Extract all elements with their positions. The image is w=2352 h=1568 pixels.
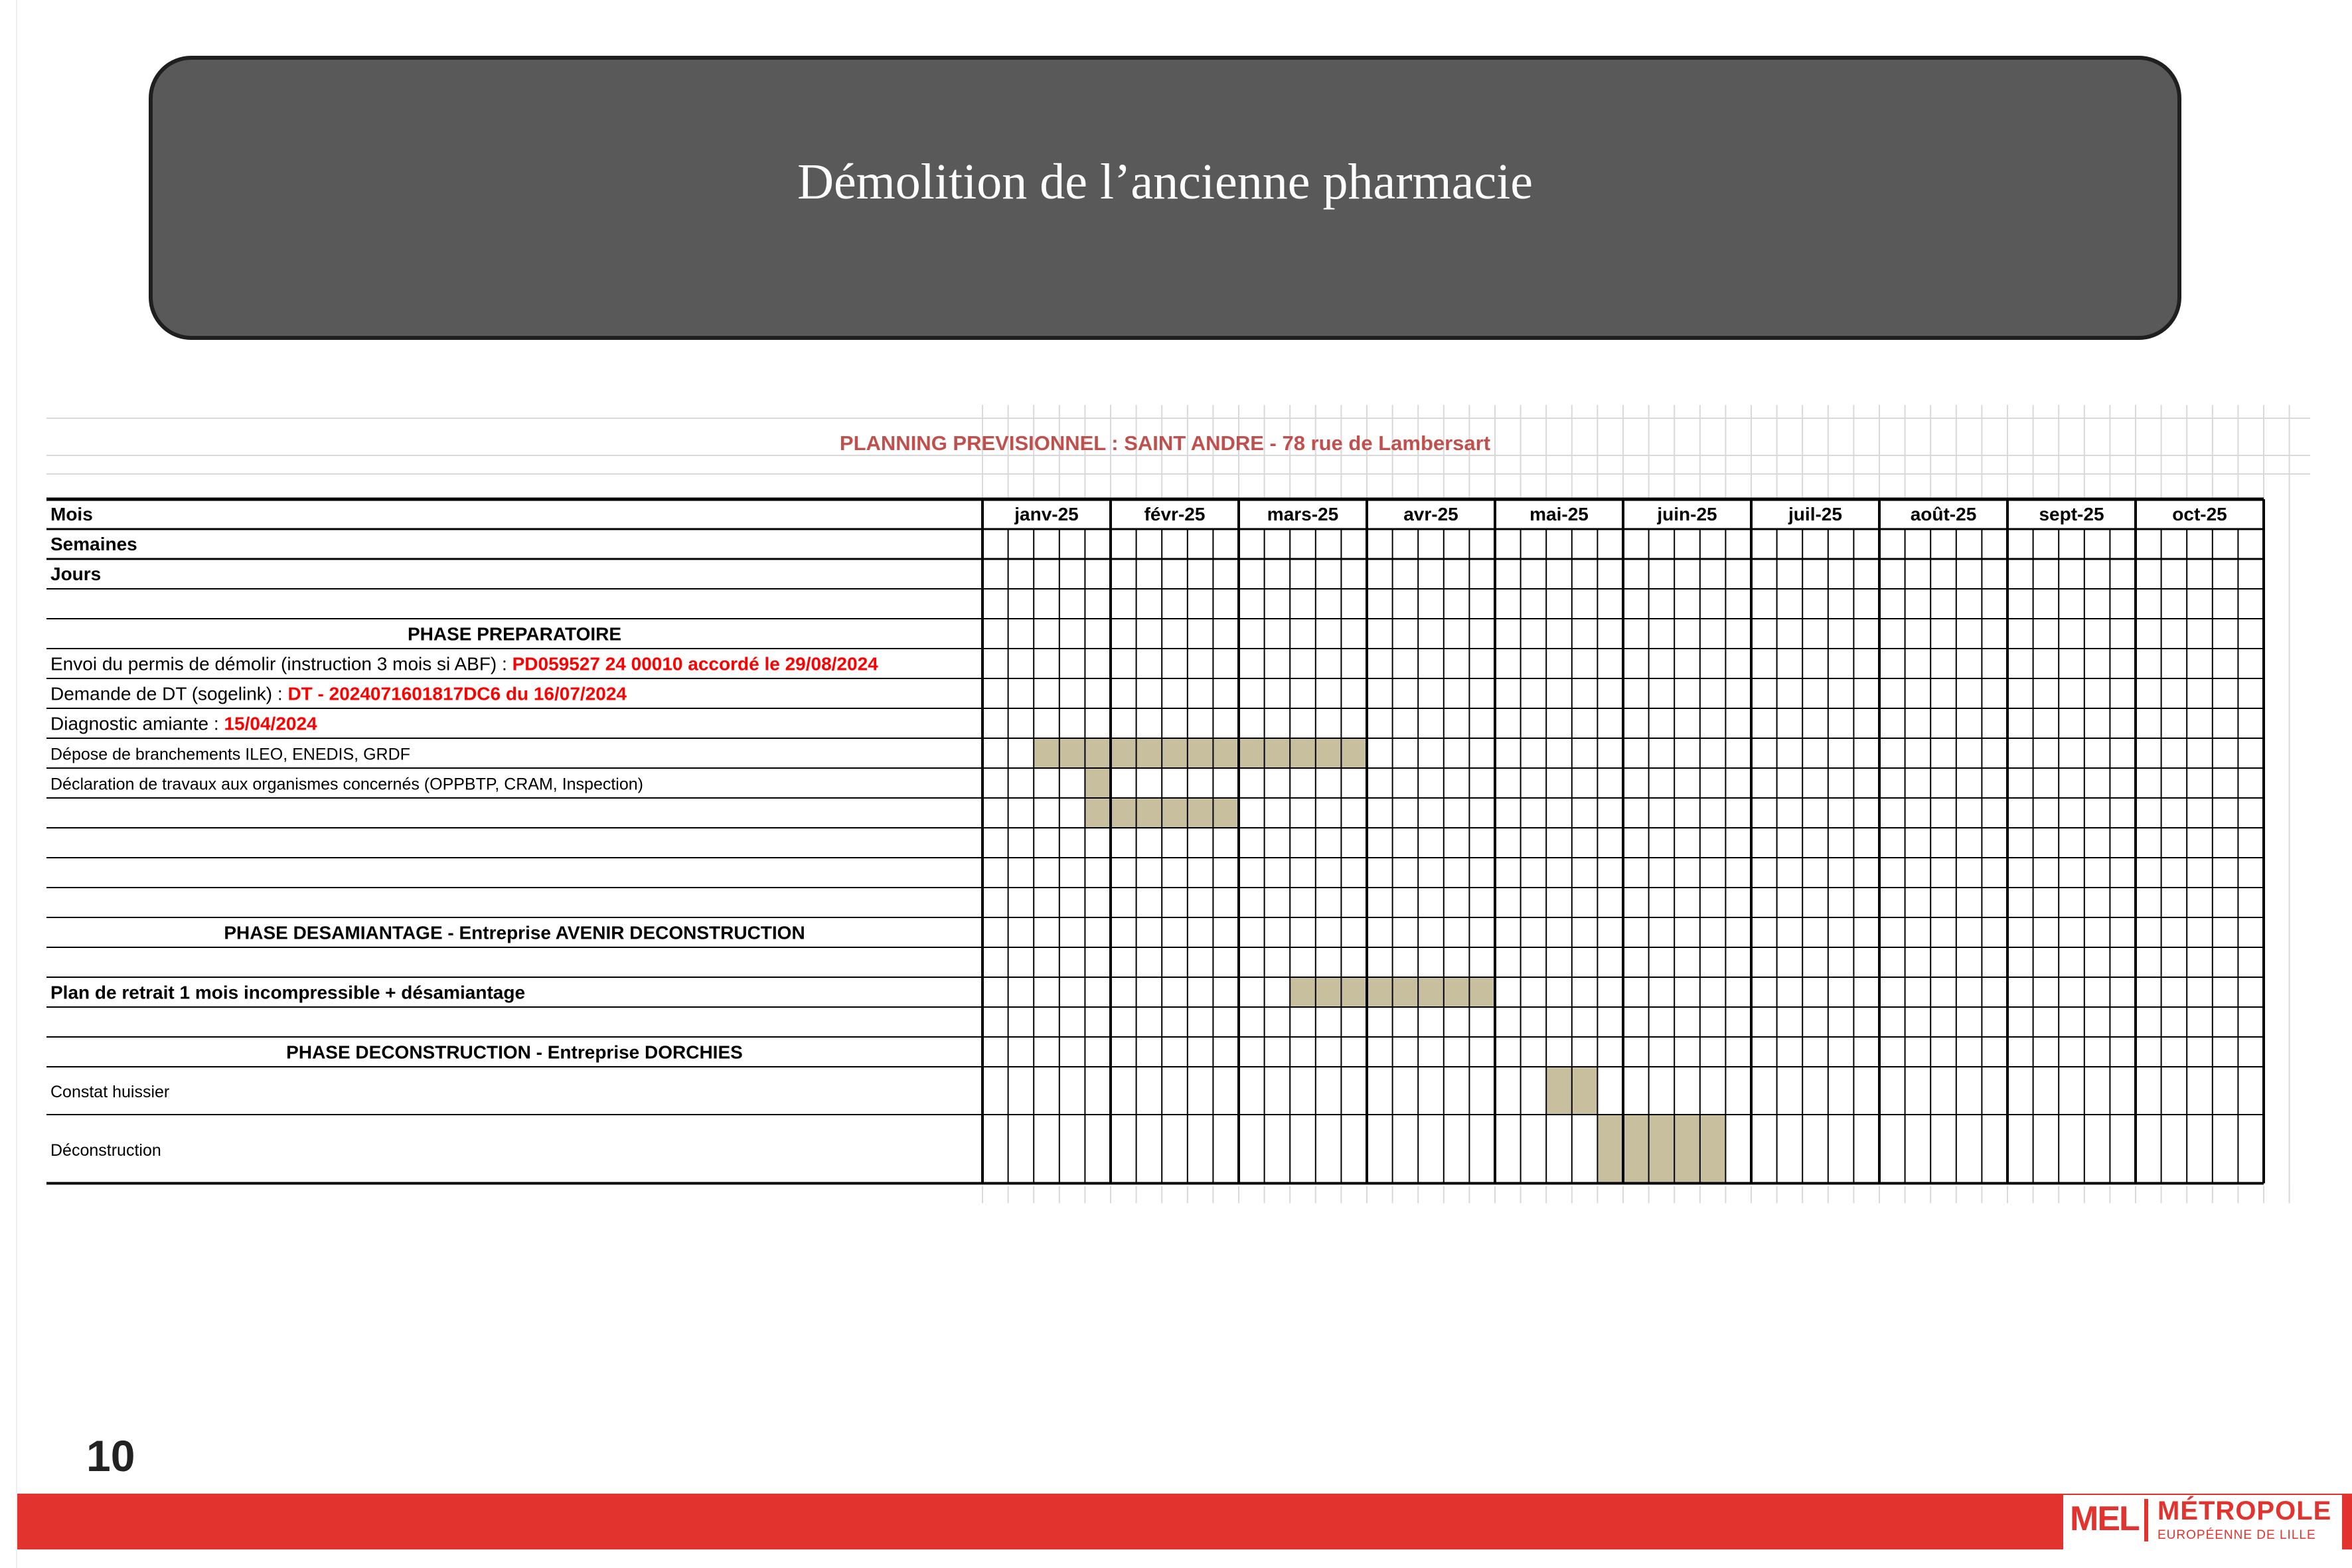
month-label: avr-25 bbox=[1403, 504, 1458, 524]
page-left-rule bbox=[16, 0, 17, 1568]
task-label-part: Dépose de branchements ILEO, ENEDIS, GRDF bbox=[50, 745, 410, 764]
planning-heading: PLANNING PREVISIONNEL : SAINT ANDRE - 78 rue de Lambersart bbox=[839, 431, 1491, 455]
page-number: 10 bbox=[86, 1431, 135, 1480]
row-label-jours: Jours bbox=[50, 564, 102, 584]
task-label-part: Constat huissier bbox=[50, 1083, 170, 1101]
task-label-part: Plan de retrait 1 mois incompressible + désamiantage bbox=[50, 982, 526, 1003]
footer-bar bbox=[17, 1494, 2352, 1549]
task-label bbox=[50, 775, 643, 794]
month-label: janv-25 bbox=[1014, 504, 1079, 524]
month-label: août-25 bbox=[1910, 504, 1977, 524]
task-reference: DT - 2024071601817DC6 du 16/07/2024 bbox=[287, 683, 627, 704]
logo-metropole-text: MÉTROPOLE bbox=[2157, 1496, 2332, 1526]
month-label: mars-25 bbox=[1267, 504, 1339, 524]
task-label-part: Demande de DT (sogelink) : bbox=[50, 683, 288, 704]
task-label bbox=[50, 745, 410, 764]
phase-heading: PHASE DESAMIANTAGE - Entreprise AVENIR DECONSTRUCTION bbox=[224, 922, 805, 943]
month-label: juin-25 bbox=[1657, 504, 1717, 524]
row-label-semaines: Semaines bbox=[50, 534, 137, 554]
task-label bbox=[50, 714, 317, 734]
task-label bbox=[50, 1141, 161, 1160]
gantt-chart bbox=[40, 398, 2323, 1261]
task-label-part: Déconstruction bbox=[50, 1140, 161, 1160]
row-label-mois: Mois bbox=[50, 504, 93, 524]
task-label bbox=[50, 982, 525, 1003]
gantt-bar bbox=[1085, 768, 1111, 798]
title-banner bbox=[149, 56, 2181, 340]
task-label bbox=[50, 684, 627, 704]
month-label: oct-25 bbox=[2172, 504, 2227, 524]
logo-subtitle-text: EUROPÉENNE DE LILLE bbox=[2157, 1528, 2316, 1542]
month-label: févr-25 bbox=[1144, 504, 1206, 524]
task-label-part: Diagnostic amiante : bbox=[50, 713, 224, 734]
task-label-part: Déclaration de travaux aux organismes concernés (OPPBTP, CRAM, Inspection) bbox=[50, 775, 643, 794]
task-label bbox=[50, 654, 878, 674]
month-label: sept-25 bbox=[2039, 504, 2104, 524]
gantt-bar bbox=[1034, 738, 1367, 768]
slide-title: Démolition de l’ancienne pharmacie bbox=[797, 153, 1533, 210]
logo-separator bbox=[2144, 1499, 2148, 1541]
task-reference: 15/04/2024 bbox=[224, 713, 317, 734]
month-label: juil-25 bbox=[1788, 504, 1842, 524]
task-label-part: Envoi du permis de démolir (instruction 3 mois si ABF) : bbox=[50, 653, 512, 674]
phase-heading: PHASE DECONSTRUCTION - Entreprise DORCHIES bbox=[286, 1042, 743, 1063]
task-reference: PD059527 24 00010 accordé le 29/08/2024 bbox=[512, 653, 878, 674]
gantt-bar bbox=[1597, 1115, 1725, 1184]
month-label: mai-25 bbox=[1529, 504, 1589, 524]
mel-logo bbox=[2063, 1495, 2342, 1549]
logo-mel-text: MEL bbox=[2070, 1500, 2139, 1538]
phase-heading: PHASE PREPARATOIRE bbox=[407, 623, 622, 645]
task-label bbox=[50, 1083, 169, 1101]
